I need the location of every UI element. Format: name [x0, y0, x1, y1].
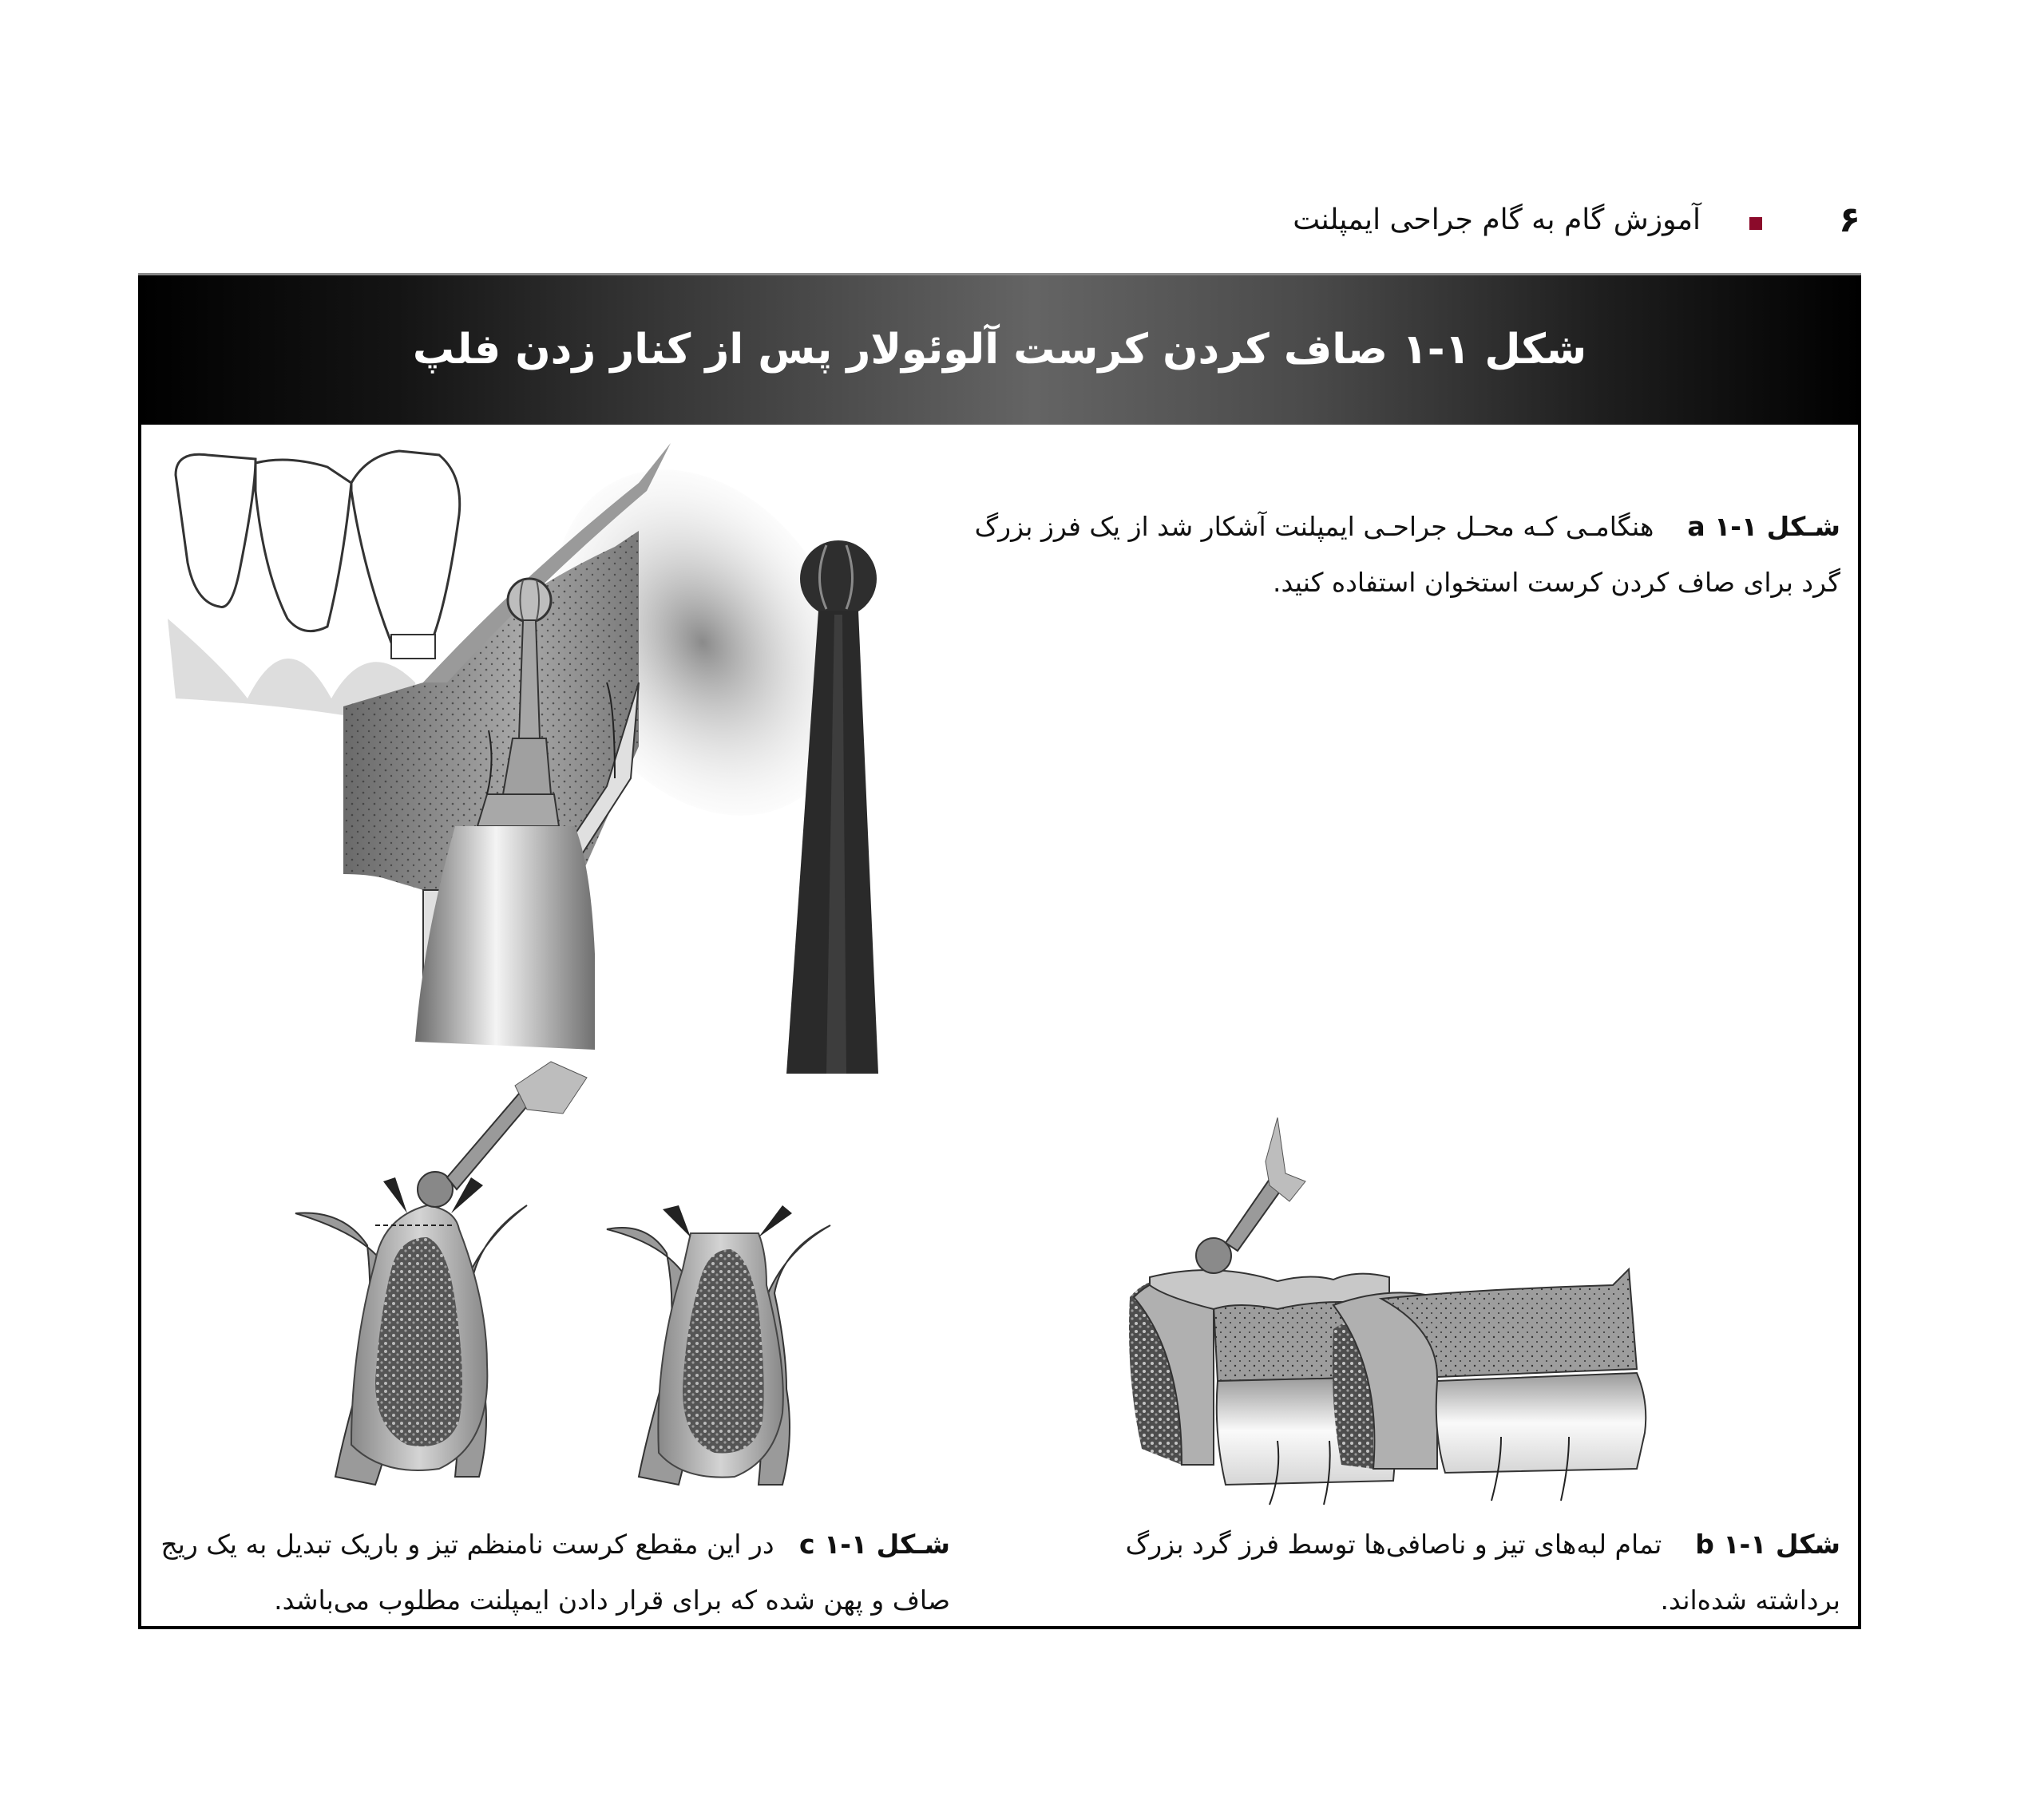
caption-b-label: شکل ۱-۱ b	[1695, 1529, 1840, 1560]
caption-a	[970, 499, 1840, 611]
book-title: آموزش گام به گام جراحی ایمپلنت	[1293, 204, 1701, 236]
caption-b-text: تمام لبه‌های تیز و ناصافی‌ها توسط فرز گرد بزرگ برداشته شده‌اند.	[1125, 1529, 1840, 1616]
figure-titlebar	[138, 273, 1861, 425]
ridge-before-after-icon	[1118, 1114, 1820, 1513]
caption-b	[1046, 1517, 1840, 1628]
caption-c-label: شـکل ۱-۱ c	[799, 1529, 950, 1560]
ridge-cross-section-icon	[287, 1078, 846, 1517]
caption-c-text: در این مقطع کرست نامنظم تیز و باریک تبدیل به یک ریج صاف و پهن شده که برای قرار دادن ایمپلنت مطلوب می‌باشد.	[160, 1529, 950, 1616]
header-bullet-icon	[1749, 217, 1762, 230]
page-number: ۶	[1839, 200, 1860, 240]
caption-a-text: هنگامـی کـه محـل جراحـی ایمپلنت آشکار شد از یک فرز بزرگ گرد برای صاف کردن کرست استخوان استفاده کنید.	[974, 511, 1840, 598]
caption-c	[152, 1517, 950, 1628]
figure-title: شکل ۱-۱ صاف کردن کرست آلوئولار پس از کنار زدن فلپ	[412, 326, 1587, 374]
dental-burr-on-alveolar-crest-icon	[160, 443, 926, 1082]
caption-a-label: شـکل ۱-۱ a	[1687, 511, 1840, 542]
running-header	[1198, 198, 1860, 246]
